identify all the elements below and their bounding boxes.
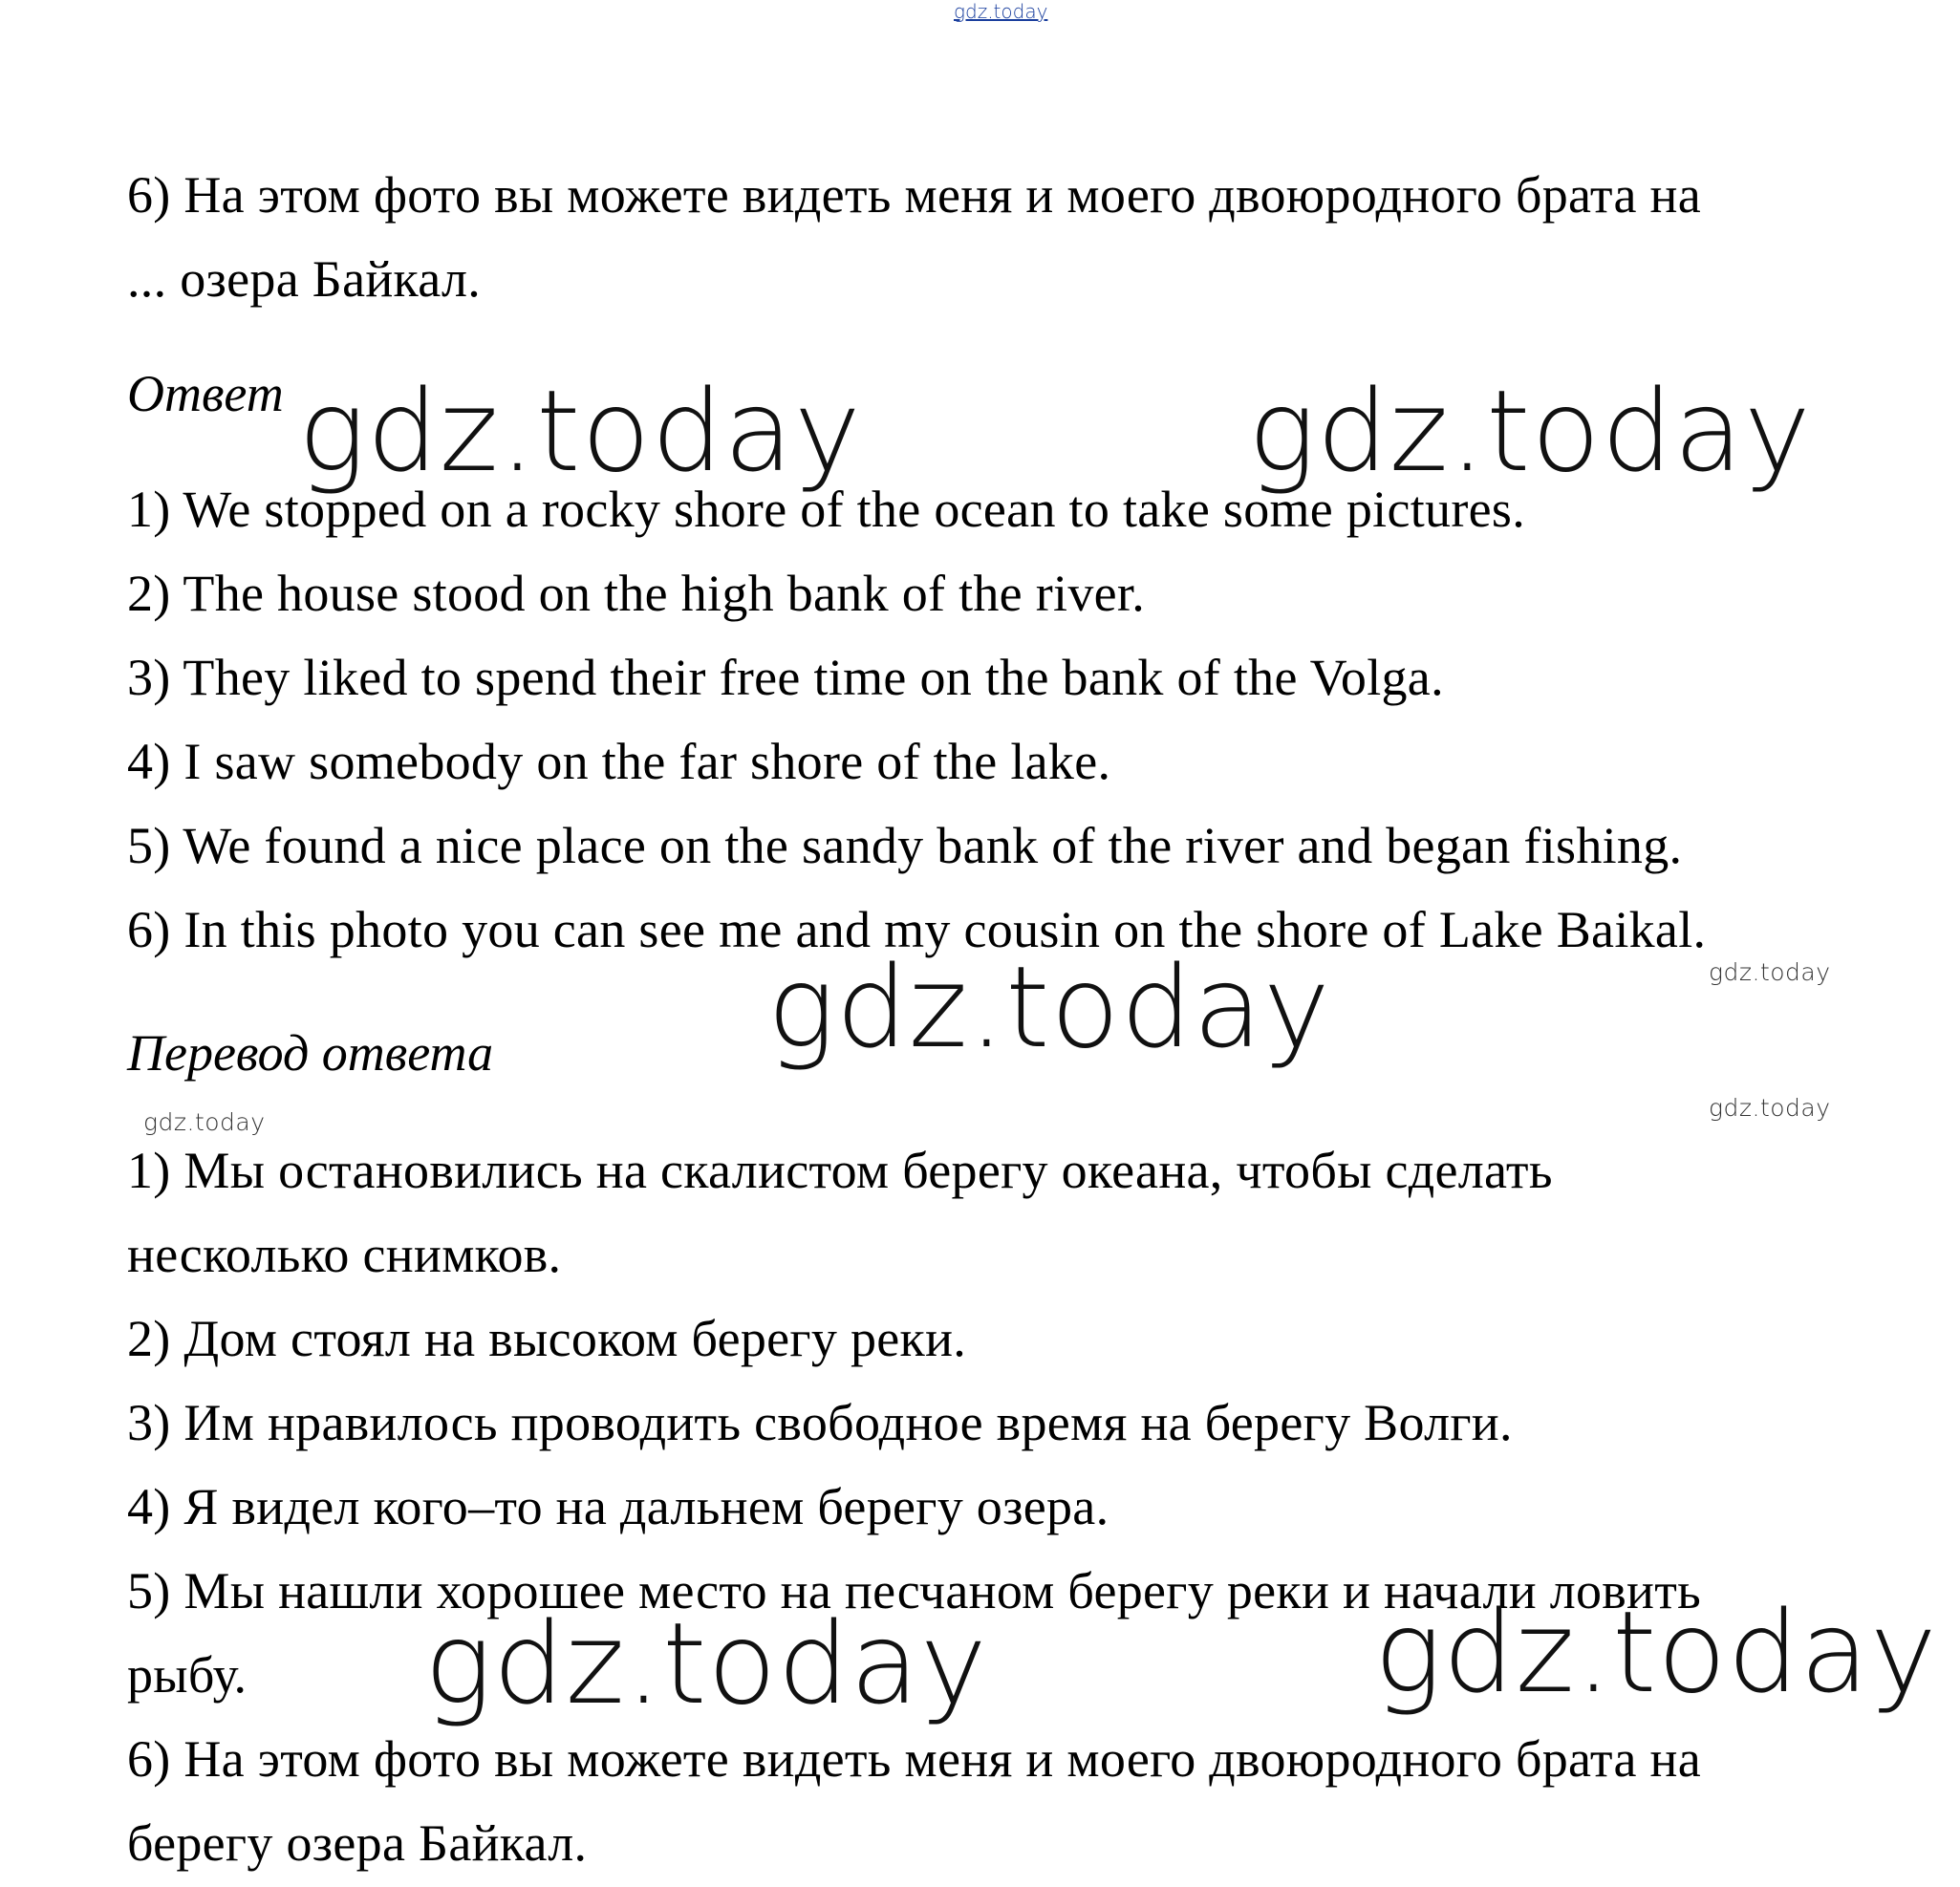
- translation-line-1: 1) Мы остановились на скалистом берегу океана, чтобы сделать: [127, 1142, 1553, 1199]
- watermark-large: gdz.today: [767, 941, 1331, 1073]
- watermark-small: gdz.today: [143, 1108, 266, 1136]
- watermark-top-link[interactable]: gdz.today: [954, 0, 1048, 23]
- watermark-large: gdz.today: [1374, 1586, 1938, 1718]
- watermark-large: gdz.today: [424, 1598, 988, 1729]
- watermark-large: gdz.today: [298, 365, 862, 497]
- question-line-1: 6) На этом фото вы можете видеть меня и моего двоюродного брата на: [127, 166, 1701, 224]
- translation-line-6: 5) Мы нашли хорошее место на песчаном берегу реки и начали ловить: [127, 1562, 1702, 1619]
- translation-line-2: несколько снимков.: [127, 1226, 562, 1283]
- translation-line-9: берегу озера Байкал.: [127, 1814, 588, 1872]
- translation-line-7: рыбу.: [127, 1646, 248, 1704]
- translation-line-8: 6) На этом фото вы можете видеть меня и моего двоюродного брата на: [127, 1730, 1701, 1788]
- watermark-large: gdz.today: [1248, 365, 1812, 497]
- answer-item-6: 6) In this photo you can see me and my cousin on the shore of Lake Baikal.: [127, 901, 1707, 958]
- answer-heading: Ответ: [127, 365, 284, 422]
- answer-item-4: 4) I saw somebody on the far shore of the lake.: [127, 733, 1111, 790]
- translation-line-3: 2) Дом стоял на высоком берегу реки.: [127, 1310, 967, 1367]
- translation-line-4: 3) Им нравилось проводить свободное время на берегу Волги.: [127, 1394, 1513, 1451]
- answer-item-5: 5) We found a nice place on the sandy bank of the river and began fishing.: [127, 817, 1683, 874]
- translation-heading: Перевод ответа: [127, 1024, 494, 1082]
- watermark-small: gdz.today: [1709, 958, 1831, 986]
- answer-item-2: 2) The house stood on the high bank of the river.: [127, 565, 1146, 622]
- watermark-small: gdz.today: [1709, 1094, 1831, 1122]
- translation-line-5: 4) Я видел кого–то на дальнем берегу озера.: [127, 1478, 1109, 1535]
- answer-item-3: 3) They liked to spend their free time on the bank of the Volga.: [127, 649, 1444, 706]
- question-line-2: ... озера Байкал.: [127, 250, 482, 308]
- answer-item-1: 1) We stopped on a rocky shore of the ocean to take some pictures.: [127, 481, 1526, 538]
